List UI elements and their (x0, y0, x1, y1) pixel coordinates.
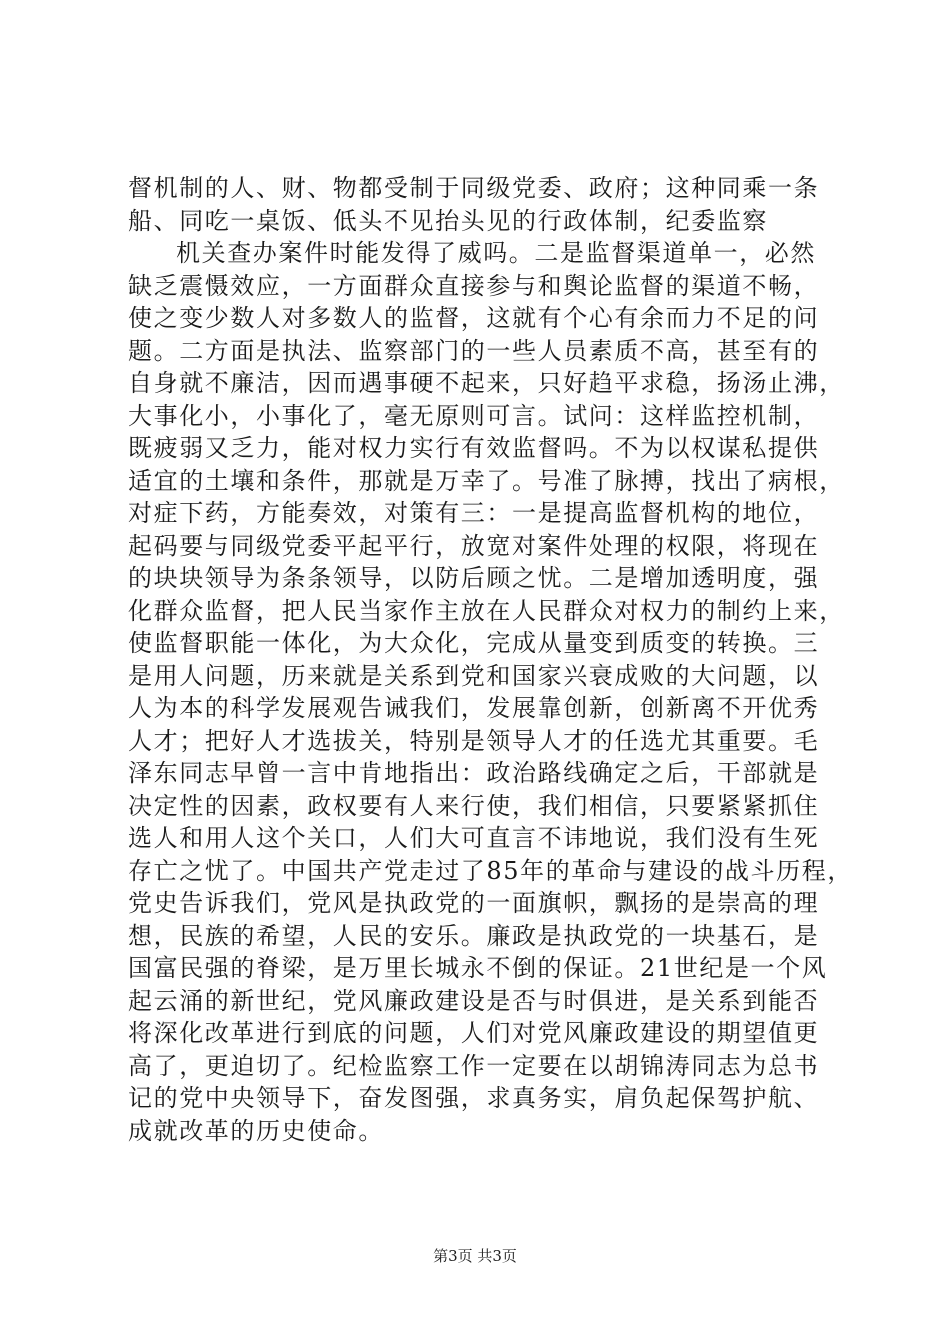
text-line: 将深化改革进行到底的问题，人们对党风廉政建设的期望值更 (128, 1019, 820, 1047)
text-line: 存亡之忧了。中国共产党走过了85年的革命与建设的战斗历程， (128, 856, 853, 885)
text-line: 使之变少数人对多数人的监督，这就有个心有余而力不足的问 (128, 304, 820, 332)
text-line: 泽东同志早曾一言中肯地指出：政治路线确定之后，干部就是 (128, 759, 820, 787)
text-line: 成就改革的历史使命。 (128, 1116, 384, 1145)
text-line: 题。二方面是执法、监察部门的一些人员素质不高，甚至有的 (128, 336, 820, 365)
text-line: 化群众监督，把人民当家作主放在人民群众对权力的制约上来， (128, 596, 845, 625)
text-line: 决定性的因素，政权要有人来行使，我们相信，只要紧紧抓住 (128, 791, 820, 820)
text-line: 人才；把好人才选拔关，特别是领导人才的任选尤其重要。毛 (128, 726, 820, 755)
text-line: 使监督职能一体化，为大众化，完成从量变到质变的转换。三 (128, 629, 820, 657)
text-line: 船、同吃一桌饭、低头不见抬头见的行政体制，纪委监察 (128, 206, 768, 235)
body-text (128, 172, 853, 1147)
text-line: 督机制的人、财、物都受制于同级党委、政府；这种同乘一条 (128, 174, 820, 202)
text-line: 既疲弱又乏力，能对权力实行有效监督吗。不为以权谋私提供 (128, 434, 820, 462)
text-line: 选人和用人这个关口，人们大可直言不讳地说，我们没有生死 (128, 824, 820, 852)
page-footer (0, 1246, 950, 1266)
text-line: 大事化小，小事化了，毫无原则可言。试问：这样监控机制， (128, 401, 820, 430)
text-line: 机关查办案件时能发得了威吗。二是监督渠道单一，必然 (176, 239, 816, 267)
text-line: 党史告诉我们，党风是执政党的一面旗帜，飘扬的是崇高的理 (128, 889, 820, 917)
text-line: 记的党中央领导下，奋发图强，求真务实，肩负起保驾护航、 (128, 1084, 820, 1112)
text-line: 起码要与同级党委平起平行，放宽对案件处理的权限，将现在 (128, 531, 820, 560)
text-line: 缺乏震慑效应，一方面群众直接参与和舆论监督的渠道不畅， (128, 271, 820, 300)
text-line: 高了，更迫切了。纪检监察工作一定要在以胡锦涛同志为总书 (128, 1051, 820, 1080)
text-line: 对症下药，方能奏效，对策有三：一是提高监督机构的地位， (128, 499, 820, 527)
text-line: 是用人问题，历来就是关系到党和国家兴衰成败的大问题，以 (128, 661, 820, 690)
text-line: 国富民强的脊梁，是万里长城永不倒的保证。21世纪是一个风 (128, 954, 828, 982)
text-line: 自身就不廉洁，因而遇事硬不起来，只好趋平求稳，扬汤止沸， (128, 369, 845, 397)
text-line: 起云涌的新世纪，党风廉政建设是否与时俱进，是关系到能否 (128, 986, 820, 1015)
text-line: 人为本的科学发展观告诫我们，发展靠创新，创新离不开优秀 (128, 694, 820, 722)
text-line: 的块块领导为条条领导，以防后顾之忧。二是增加透明度，强 (128, 564, 820, 592)
page-number: 第3页 共3页 (433, 1247, 517, 1265)
text-line: 想，民族的希望，人民的安乐。廉政是执政党的一块基石，是 (128, 921, 820, 950)
text-line: 适宜的土壤和条件，那就是万幸了。号准了脉搏，找出了病根， (128, 466, 845, 495)
